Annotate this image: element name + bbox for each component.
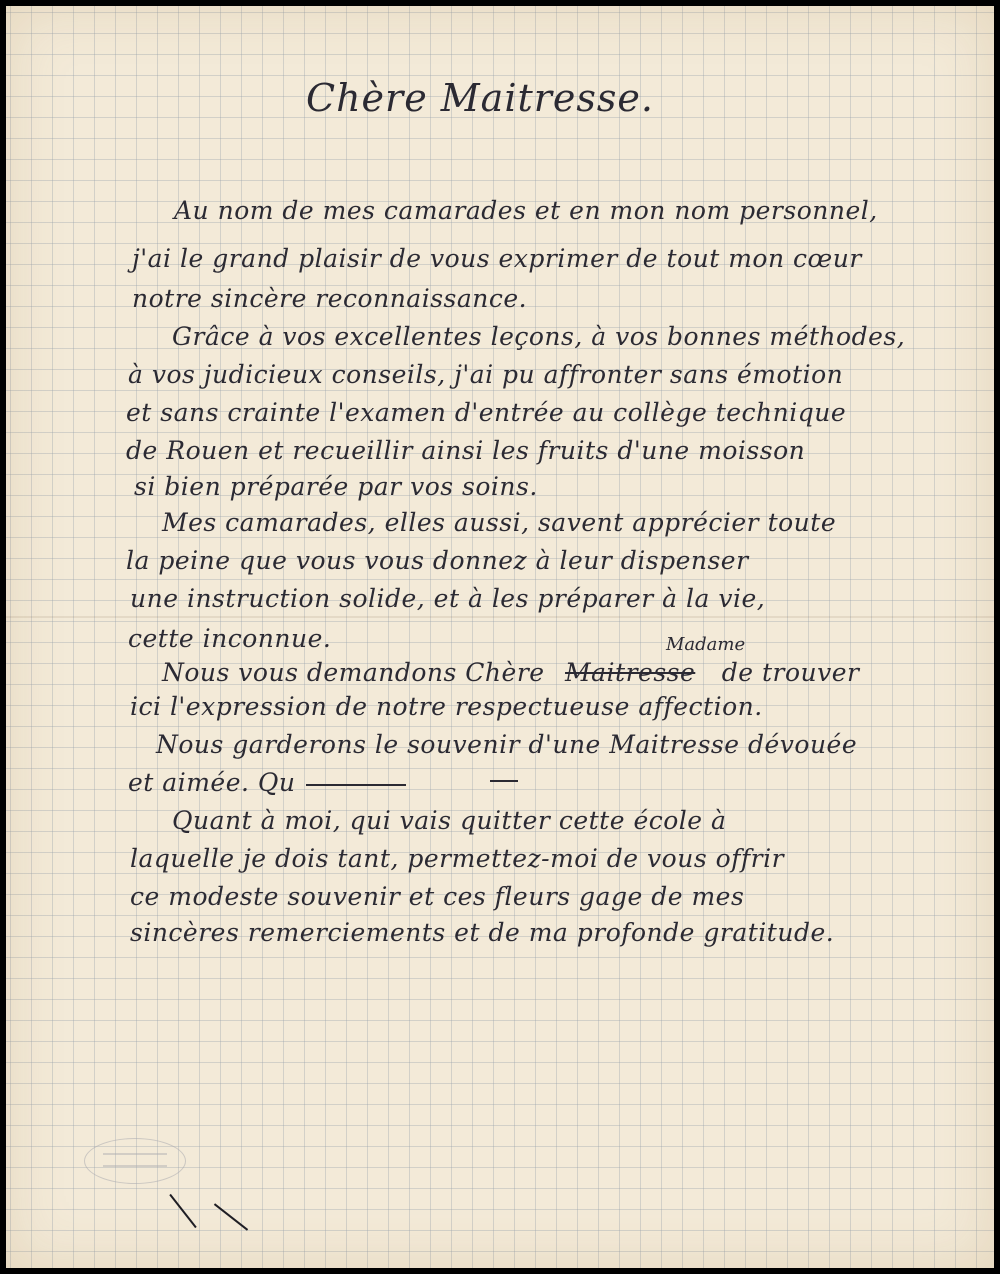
letter-line-20: sincères remerciements et de ma profonde gratitude. xyxy=(130,918,835,947)
archive-stamp xyxy=(84,1138,186,1184)
closing-dash xyxy=(490,780,518,782)
letter-line-15: Nous garderons le souvenir d'une Maitresse dévouée xyxy=(156,730,858,759)
letter-line-12: cette inconnue. xyxy=(128,624,332,653)
letter-sheet xyxy=(6,6,994,1268)
letter-line-8: si bien préparée par vos soins. xyxy=(134,472,538,501)
letter-line-18: laquelle je dois tant, permettez-moi de vous offrir xyxy=(130,844,785,873)
letter-line-3: notre sincère reconnaissance. xyxy=(132,284,528,313)
letter-line-13 xyxy=(162,658,860,687)
letter-salutation: Chère Maitresse. xyxy=(306,76,654,120)
letter-line-11: une instruction solide, et à les préparer à la vie, xyxy=(130,584,766,613)
letter-line-9: Mes camarades, elles aussi, savent apprécier toute xyxy=(162,508,837,537)
paper-fold xyxy=(6,616,994,618)
letter-line-10: la peine que vous vous donnez à leur dispenser xyxy=(126,546,749,575)
pen-mark-left xyxy=(169,1194,196,1228)
letter-line-13-end: de trouver xyxy=(721,658,860,687)
inserted-word: Madame xyxy=(666,634,746,655)
letter-line-17: Quant à moi, qui vais quitter cette école à xyxy=(172,806,727,835)
letter-line-14: ici l'expression de notre respectueuse affection. xyxy=(130,692,763,721)
letter-line-2: j'ai le grand plaisir de vous exprimer de tout mon cœur xyxy=(132,244,862,273)
pen-mark-right xyxy=(214,1203,248,1230)
letter-line-6: et sans crainte l'examen d'entrée au collège technique xyxy=(126,398,847,427)
letter-line-1: Au nom de mes camarades et en mon nom personnel, xyxy=(174,196,878,225)
letter-line-4: Grâce à vos excellentes leçons, à vos bonnes méthodes, xyxy=(172,322,906,351)
letter-line-13-start: Nous vous demandons Chère xyxy=(162,658,545,687)
letter-line-7: de Rouen et recueillir ainsi les fruits d'une moisson xyxy=(126,436,806,465)
struck-word: Maitresse xyxy=(565,658,696,687)
closing-stroke xyxy=(306,784,406,786)
letter-line-19: ce modeste souvenir et ces fleurs gage de mes xyxy=(130,882,745,911)
letter-line-16: et aimée. Qu xyxy=(128,768,296,797)
letter-line-5: à vos judicieux conseils, j'ai pu affronter sans émotion xyxy=(128,360,844,389)
